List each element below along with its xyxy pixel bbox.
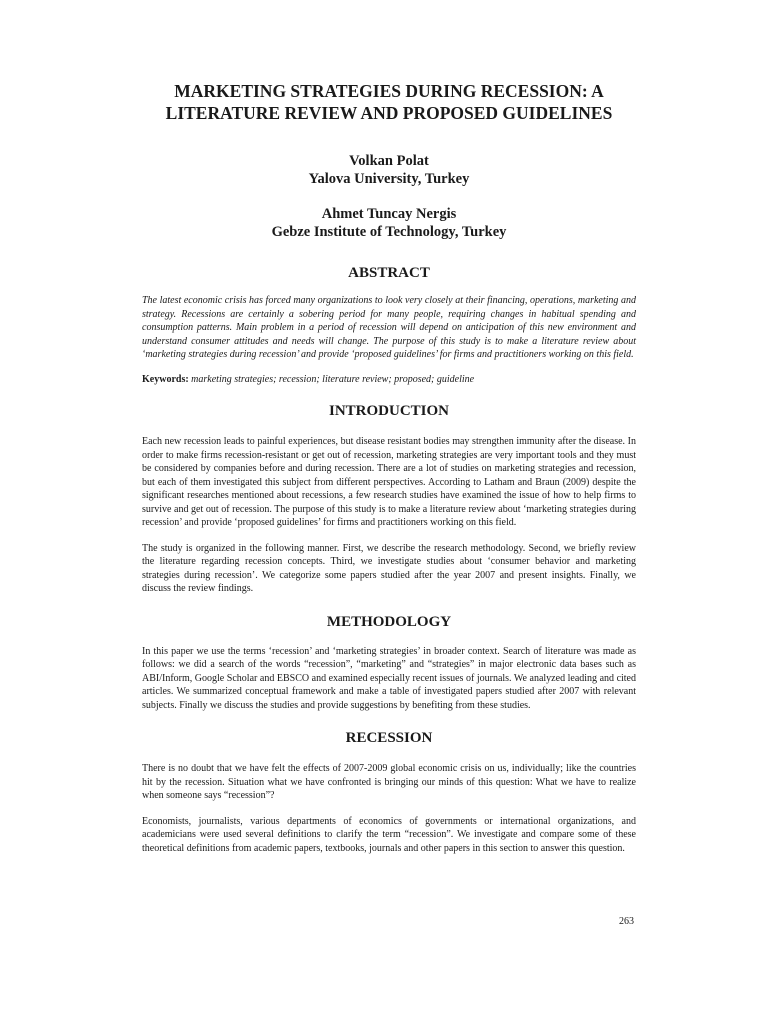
paper-title-line-2: LITERATURE REVIEW AND PROPOSED GUIDELINES xyxy=(165,103,613,123)
author-affiliation: Gebze Institute of Technology, Turkey xyxy=(271,224,507,240)
author-block-1 xyxy=(142,152,636,188)
author-name: Volkan Polat xyxy=(349,153,429,169)
recession-paragraph-2: Economists, journalists, various departments of economics of governments or international organizations, and academicians were used several definitions to clarify the term “recession”. We investigate and compare some of these theoretical definitions from academic papers, textbooks, journals and other papers in this section to answer this question. xyxy=(142,815,636,854)
author-block-2 xyxy=(142,205,636,241)
methodology-heading: METHODOLOGY xyxy=(326,613,452,630)
introduction-heading: INTRODUCTION xyxy=(328,403,449,419)
keywords-line xyxy=(142,373,636,387)
author-affiliation: Yalova University, Turkey xyxy=(308,171,470,187)
paper-title xyxy=(142,0,636,124)
paper-title-line-1: MARKETING STRATEGIES DURING RECESSION: A xyxy=(174,81,604,101)
author-name: Ahmet Tuncay Nergis xyxy=(321,206,457,222)
recession-paragraph-1: There is no doubt that we have felt the effects of 2007-2009 global economic crisis on us, individually; like the countries hit by the recession. Situation what we have confronted is bringing our minds of this question: What we have to realize when someone says “recession”? xyxy=(142,763,636,801)
page-number: 263 xyxy=(619,916,634,927)
methodology-paragraph-1: In this paper we use the terms ‘recession’ and ‘marketing strategies’ in broader context. Search of literature was made as follows: we did a search of the words “recession”, “marketing” and “strategies” in major electronic data bases such as ABI/Inform, Google Scholar and EBSCO and examined especially recent issues of journals. We analyzed leading and cited articles. We summarized conceptual framework and make a table of investigated papers studied after 2007 with relevant subjects. Finally we discuss the studies and provide suggestions by benefiting from these studies. xyxy=(142,645,636,711)
recession-heading: RECESSION xyxy=(345,730,433,746)
keywords-label: Keywords: xyxy=(142,373,189,385)
introduction-paragraph-1: Each new recession leads to painful experiences, but disease resistant bodies may strengthen immunity after the disease. In order to make firms recession-resistant or get out of recession, marketing strategies are very important tools and they must be considered by companies before and during recession. There are a lot of studies on marketing strategies and recession, but each of them investigated this subject from different perspectives. According to Latham and Braun (2009) despite the significant researches mentioned about recessions, a few research studies have examined the issue of how to help firms to survive and get out of recession. The purpose of this study is to make a literature review about ‘marketing strategies during recession’ and provide ‘proposed guidelines’ for firms and practitioners working on this field. xyxy=(142,436,636,528)
introduction-paragraph-2: The study is organized in the following manner. First, we describe the research methodology. Second, we briefly review the literature regarding recession concepts. Third, we investigate studies about ‘consumer behavior and marketing strategies during recession’. We categorize some papers studied after the year 2007 and present insights. Finally, we discuss the review findings. xyxy=(142,542,636,594)
abstract-heading: ABSTRACT xyxy=(348,265,430,281)
keywords-text: marketing strategies; recession; literature review; proposed; guideline xyxy=(191,373,475,385)
abstract-text: The latest economic crisis has forced many organizations to look very closely at their financing, operations, marketing and strategy. Recessions are certainly a sobering period for many people, requiring changes in habitual spending and consumption patterns. Main problem in a period of recession will depend on anticipation of this new environment and understand consumer attitudes and needs will change. The purpose of this study is to make a literature review about ‘marketing strategies during recession’ and provide ‘proposed guidelines’ for firms and practitioners working on this field. xyxy=(142,295,636,360)
